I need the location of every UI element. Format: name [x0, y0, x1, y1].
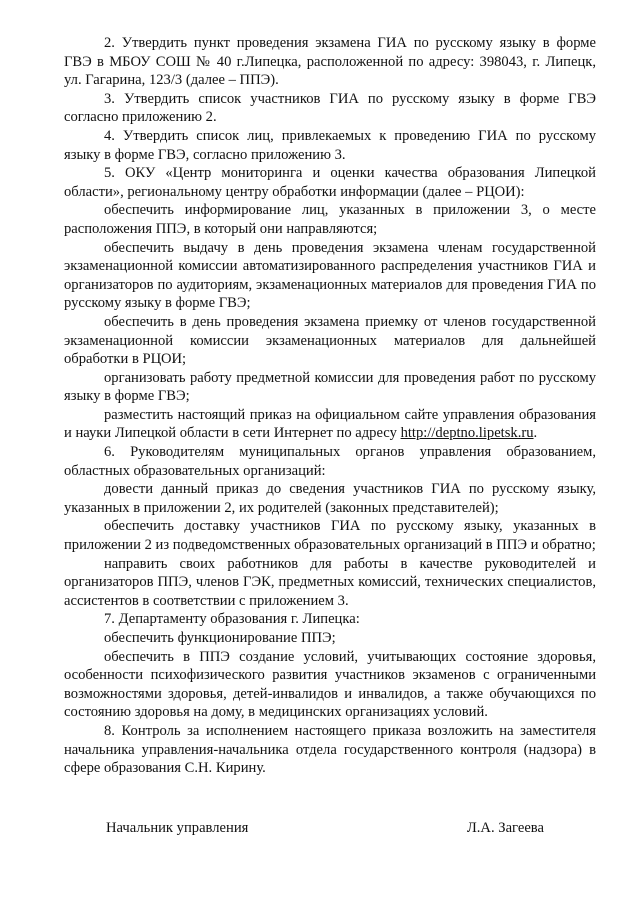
paragraph-6-item-2: обеспечить доставку участников ГИА по русскому языку, указанных в приложении 2 из подведомственных образовательных организаций в ППЭ и обратно;: [64, 518, 596, 554]
paragraph-5-item-1: обеспечить информирование лиц, указанных в приложении 3, о месте расположения ППЭ, в который они направляются;: [64, 202, 596, 237]
paragraph-5-item-3: обеспечить в день проведения экзамена приемку от членов государственной экзаменационной комиссии экзаменационных материалов для дальнейшей обработки в РЦОИ;: [64, 313, 596, 368]
paragraph-3: 3. Утвердить список участников ГИА по русскому языку в форме ГВЭ согласно приложению 2.: [64, 90, 596, 126]
paragraph-5-item-4: организовать работу предметной комиссии для проведения работ по русскому языку в форме ГВЭ;: [64, 369, 596, 405]
paragraph-8: 8. Контроль за исполнением настоящего приказа возложить на заместителя начальника управления-начальника отдела государственного контроля (надзора) в сфере образования С.Н. Кирину.: [64, 722, 596, 777]
signatory-name: Л.А. Загеева: [466, 820, 544, 836]
paragraph-7: 7. Департаменту образования г. Липецка:: [104, 611, 360, 628]
paragraph-5-item-5-text: разместить настоящий приказ на официальном сайте управления образования и науки Липецкой области в сети Интернет по адресу: [64, 406, 596, 442]
paragraph-4: 4. Утвердить список лиц, привлекаемых к проведению ГИА по русскому языку в форме ГВЭ, согласно приложению 3.: [64, 127, 596, 163]
website-link[interactable]: http://deptno.lipetsk.ru: [400, 425, 534, 442]
paragraph-2: 2. Утвердить пункт проведения экзамена ГИА по русскому языку в форме ГВЭ в МБОУ СОШ № 40 г.Липецка, расположенной по адресу: 398043, г. Липецк, ул. Гагарина, 123/3 (далее – ППЭ).: [64, 35, 596, 89]
paragraph-7-item-2: обеспечить в ППЭ создание условий, учитывающих состояние здоровья, особенности психофизического развития участников экзаменов с ограниченными возможностями здоровья, детей-инвалидов и инвалидов, а также обучающихся по состоянию здоровья на дому, в медицинских организациях условий.: [64, 648, 596, 721]
signatory-position: Начальник управления: [106, 820, 249, 836]
paragraph-5-item-5: [64, 406, 596, 443]
paragraph-5: 5. ОКУ «Центр мониторинга и оценки качества образования Липецкой области», региональному центру обработки информации (далее – РЦОИ):: [64, 165, 596, 200]
paragraph-6-item-3: направить своих работников для работы в качестве руководителей и организаторов ППЭ, членов ГЭК, предметных комиссий, технических специалистов, ассистентов в соответствии с приложением 3.: [64, 555, 596, 609]
paragraph-6: 6. Руководителям муниципальных органов управления образованием, областных образовательных организаций:: [64, 444, 596, 479]
paragraph-7-item-1: обеспечить функционирование ППЭ;: [104, 630, 336, 646]
link-suffix: .: [533, 425, 538, 442]
paragraph-5-item-2: обеспечить выдачу в день проведения экзамена членам государственной экзаменационной комиссии автоматизированного распределения участников ГИА и организаторов по аудиториям, экзаменационных материалов для проведения ГИА по русскому языку в форме ГВЭ;: [64, 239, 596, 312]
paragraph-6-item-1: довести данный приказ до сведения участников ГИА по русскому языку, указанных в приложении 2, их родителей (законных представителей);: [64, 481, 596, 516]
document-body: [64, 34, 596, 778]
signature-block: [106, 820, 544, 837]
